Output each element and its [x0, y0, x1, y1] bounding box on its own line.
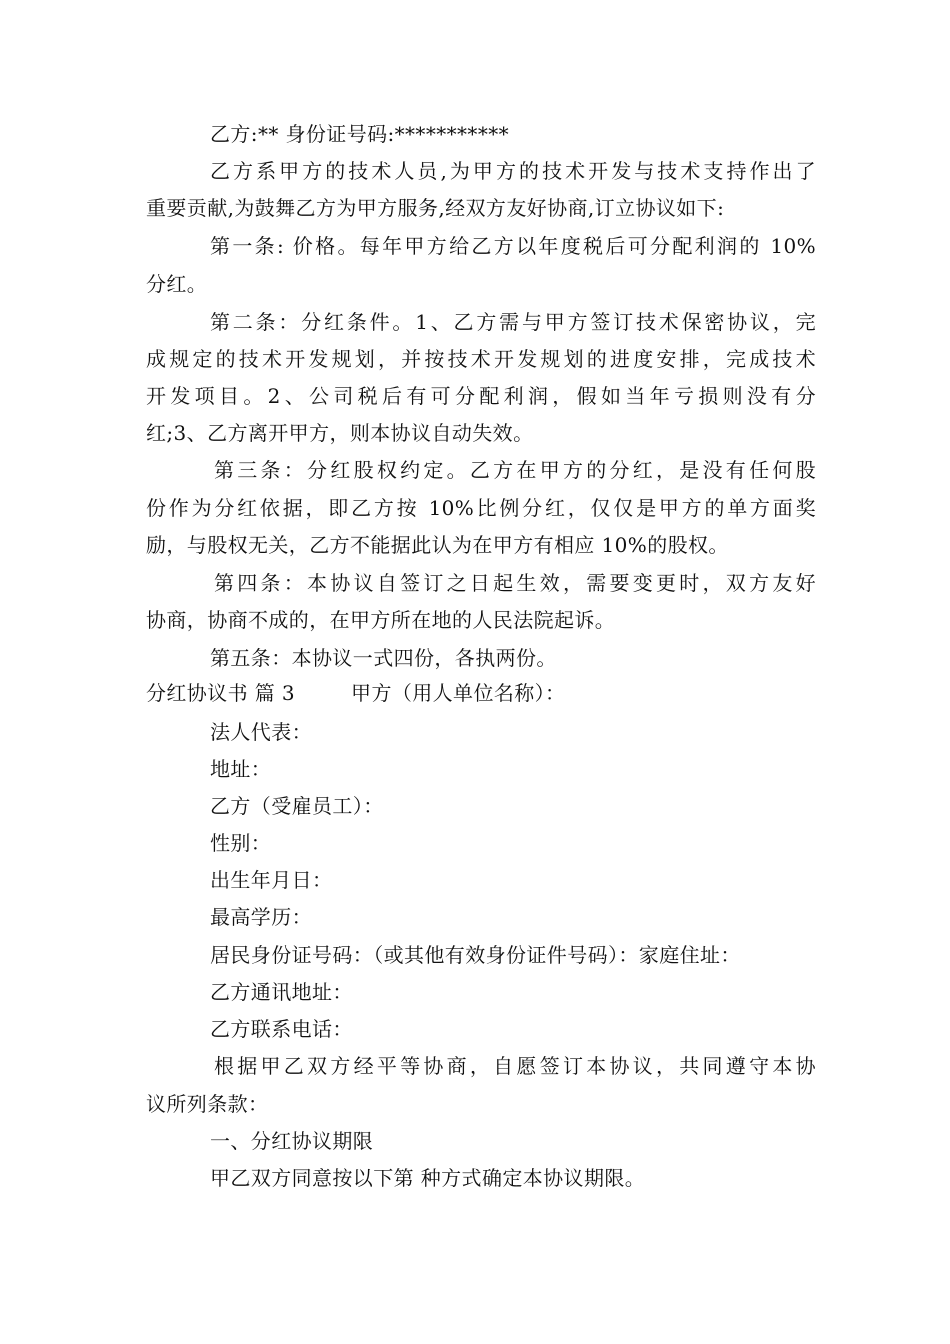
- party-b-id-line: 乙方:** 身份证号码:***********: [210, 122, 510, 146]
- article-1-line: 第一条: 价格。每年甲方给乙方以年度税后可分配利润的 10%: [210, 234, 816, 258]
- article-4-line: 协商，协商不成的，在甲方所在地的人民法院起诉。: [146, 608, 616, 632]
- section-heading: 分红协议书 篇 3: [146, 681, 296, 705]
- field-gender: 性别：: [210, 831, 272, 855]
- field-legal-representative: 法人代表：: [210, 720, 312, 744]
- article-2-line: 红;3、乙方离开甲方，则本协议自动失效。: [146, 421, 534, 445]
- article-2-line: 开发项目。2、公司税后有可分配利润，假如当年亏损则没有分: [146, 384, 816, 408]
- article-3-line: 励，与股权无关，乙方不能据此认为在甲方有相应 10%的股权。: [146, 533, 729, 557]
- article-3-line: 第三条：分红股权约定。乙方在甲方的分红，是没有任何股: [214, 458, 816, 482]
- party-a-label: 甲方（用人单位名称）：: [351, 681, 566, 705]
- field-party-b: 乙方（受雇员工）：: [210, 794, 384, 818]
- article-3-line: 份作为分红依据，即乙方按 10%比例分红，仅仅是甲方的单方面奖: [146, 496, 816, 520]
- section-heading-line: [146, 679, 816, 707]
- field-birth-date: 出生年月日：: [210, 868, 333, 892]
- clause-heading: 一、分红协议期限: [210, 1129, 374, 1153]
- field-education: 最高学历：: [210, 905, 312, 929]
- field-mailing-address: 乙方通讯地址：: [210, 980, 353, 1004]
- article-5-line: 第五条：本协议一式四份，各执两份。: [210, 646, 557, 670]
- paragraph-line: 甲乙双方同意按以下第 种方式确定本协议期限。: [210, 1166, 646, 1190]
- field-phone: 乙方联系电话：: [210, 1017, 353, 1041]
- article-4-line: 第四条：本协议自签订之日起生效，需要变更时，双方友好: [214, 571, 816, 595]
- paragraph-line: 重要贡献,为鼓舞乙方为甲方服务,经双方友好协商,订立协议如下:: [146, 196, 725, 220]
- paragraph-line: 议所列条款：: [146, 1092, 269, 1116]
- field-address: 地址：: [210, 757, 272, 781]
- article-2-line: 成规定的技术开发规划，并按技术开发规划的进度安排，完成技术: [146, 347, 816, 371]
- field-id-number: 居民身份证号码：（或其他有效身份证件号码）：家庭住址：: [210, 943, 741, 967]
- article-1-line: 分红。: [146, 272, 208, 296]
- article-2-line: 第二条：分红条件。1、乙方需与甲方签订技术保密协议，完: [210, 310, 816, 334]
- paragraph-line: 乙方系甲方的技术人员,为甲方的技术开发与技术支持作出了: [210, 159, 816, 183]
- paragraph-line: 根据甲乙双方经平等协商，自愿签订本协议，共同遵守本协: [214, 1054, 816, 1078]
